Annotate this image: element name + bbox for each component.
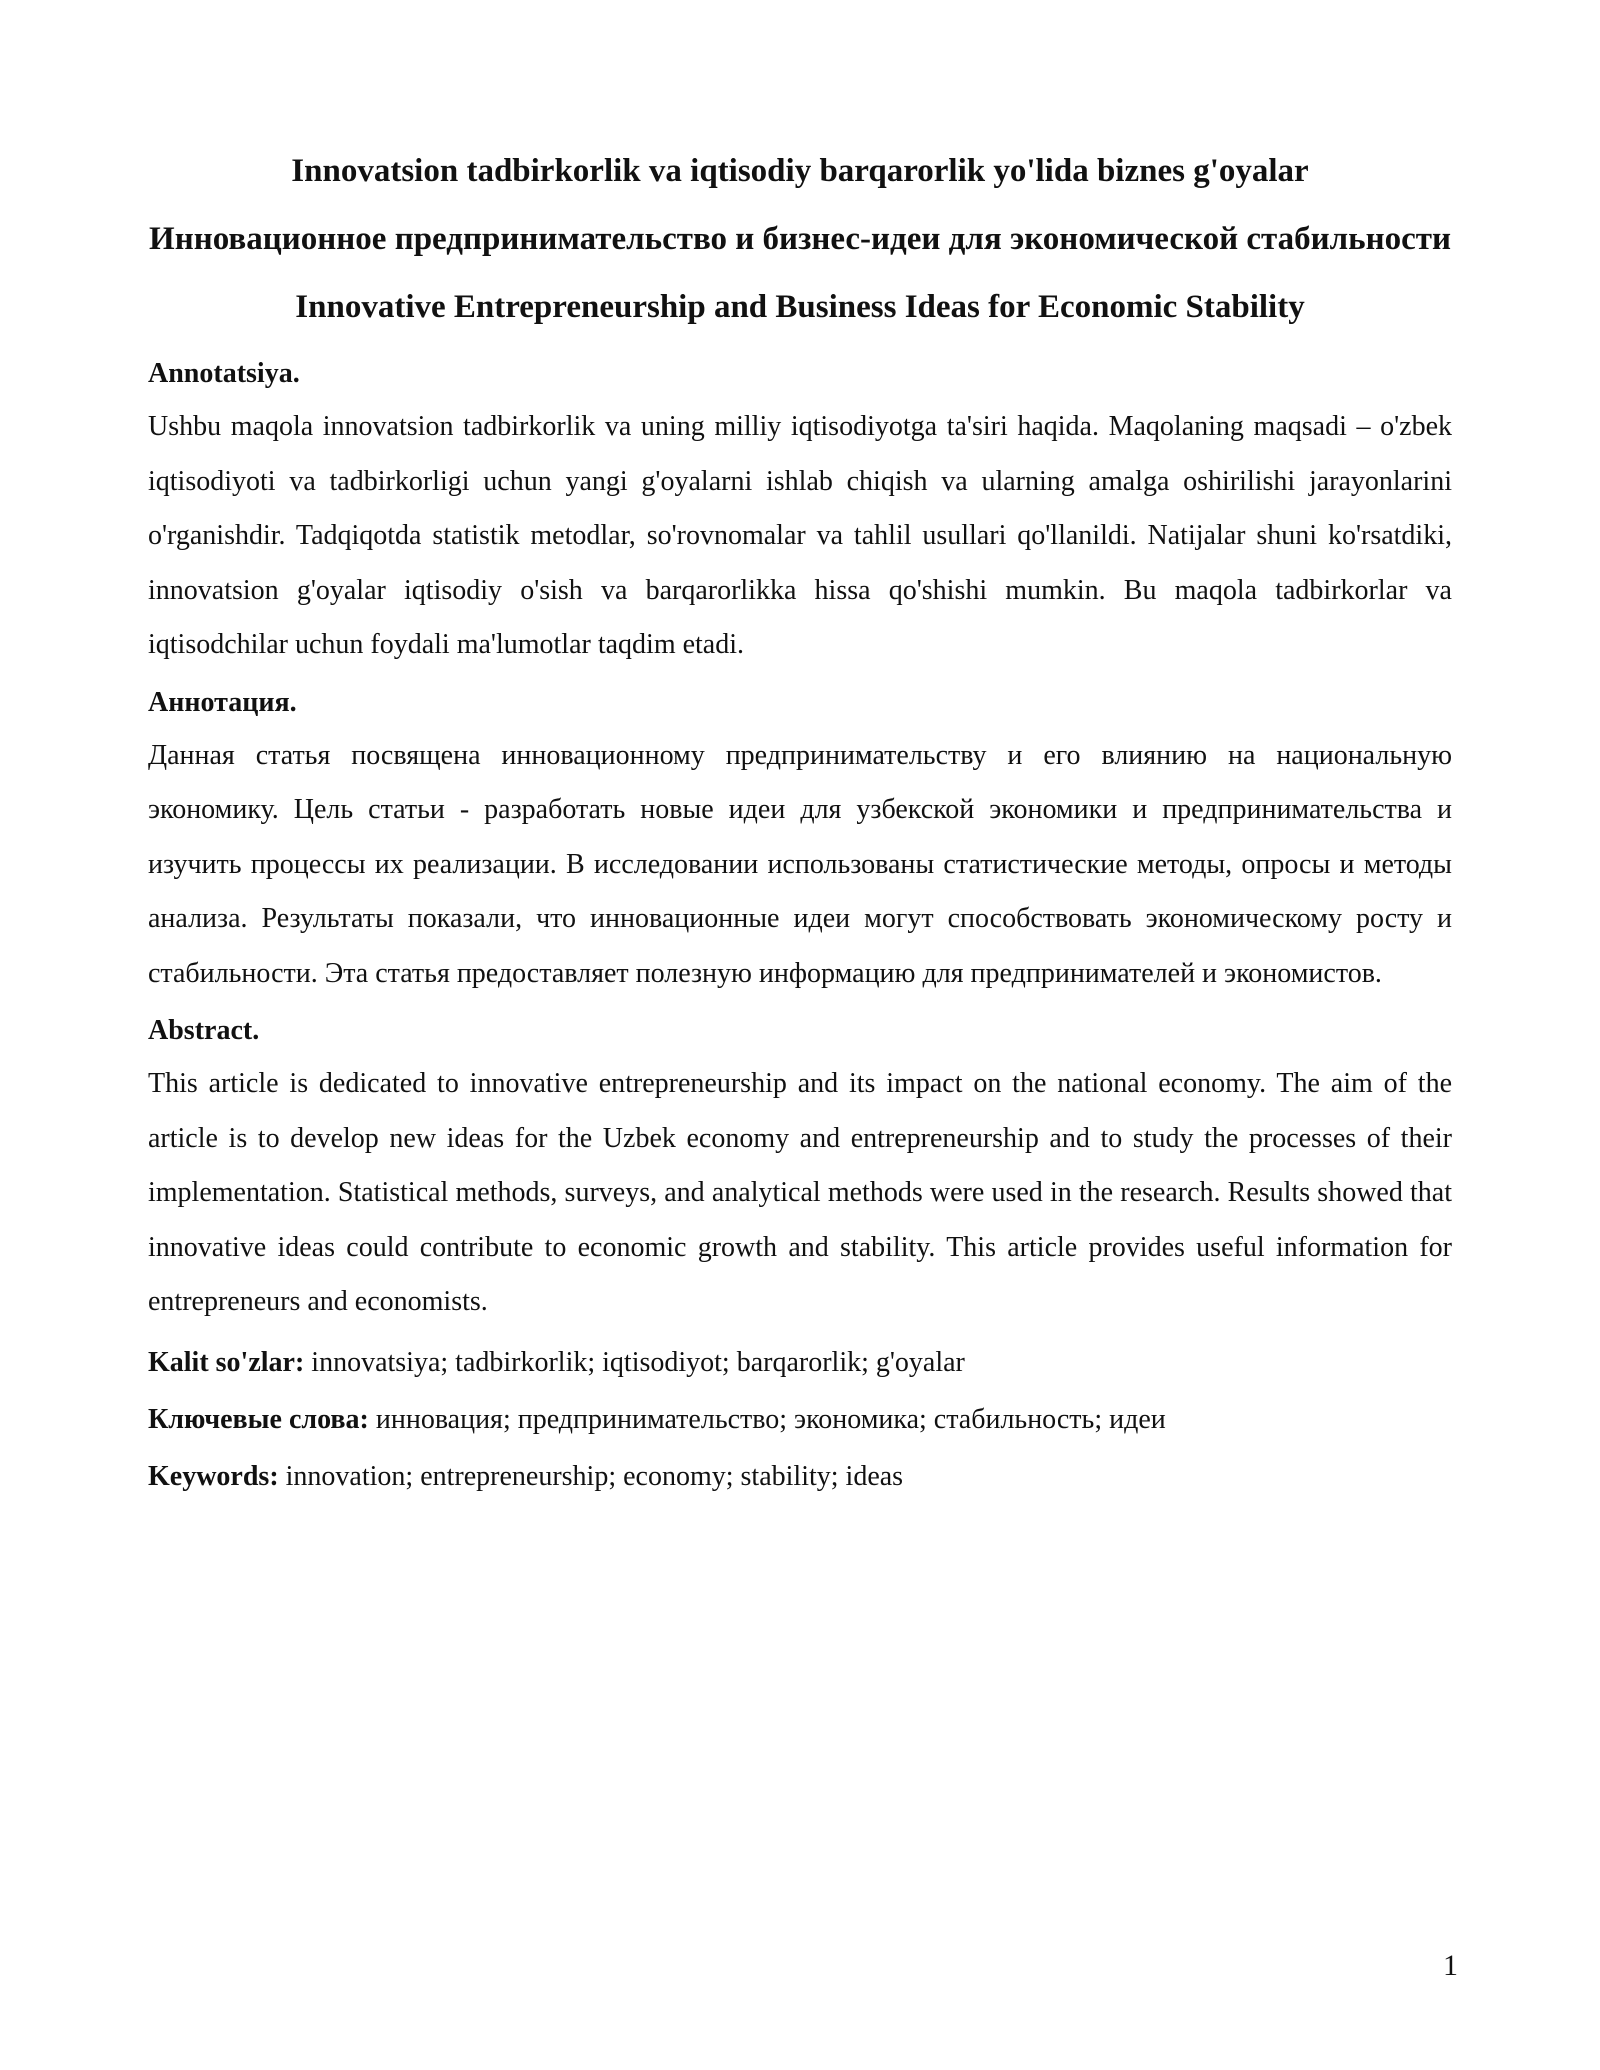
keywords-uzbek	[148, 1334, 1452, 1391]
keywords-uzbek-label: Kalit so'zlar:	[148, 1346, 305, 1378]
annotation-ru-text: Данная статья посвящена инновационному предпринимательству и его влиянию на национальную экономику. Цель статьи - разработать новые идеи для узбекской экономики и предпринимательства и изучить процессы их реализации. В исследовании использованы статистические методы, опросы и методы анализа. Результаты показали, что инновационные идеи могут способствовать экономическому росту и стабильности. Эта статья предоставляет полезную информацию для предпринимателей и экономистов.	[148, 739, 1452, 989]
keywords-english-value: innovation; entrepreneurship; economy; stability; ideas	[278, 1460, 904, 1492]
title-uzbek: Innovatsion tadbirkorlik va iqtisodiy barqarorlik yo'lida biznes g'oyalar	[291, 153, 1309, 189]
title-russian: Инновационное предпринимательство и бизнес-идеи для экономической стабильности	[149, 221, 1451, 257]
keywords-russian	[148, 1391, 1452, 1448]
annotation-uz-text: Ushbu maqola innovatsion tadbirkorlik va uning milliy iqtisodiyotga ta'siri haqida. Maqolaning maqsadi – o'zbek iqtisodiyoti va tadbirkorligi uchun yangi g'oyalarni ishlab chiqish va ularning amalga oshirilishi jarayonlarini o'rganishdir. Tadqiqotda statistik metodlar, so'rovnomalar va tahlil usullari qo'llanildi. Natijalar shuni ko'rsatdiki, innovatsion g'oyalar iqtisodiy o'sish va barqarorlikka hissa qo'shishi mumkin. Bu maqola tadbirkorlar va iqtisodchilar uchun foydali ma'lumotlar taqdim etadi.	[148, 411, 1452, 660]
abstract-en-heading: Abstract.	[148, 1015, 260, 1046]
annotation-uz-heading: Annotatsiya.	[148, 358, 300, 389]
document-content	[148, 140, 1452, 1505]
keywords-russian-value: инновация; предпринимательство; экономика; стабильность; идеи	[368, 1403, 1166, 1435]
keywords-uzbek-value: innovatsiya; tadbirkorlik; iqtisodiyot; barqarorlik; g'oyalar	[304, 1346, 965, 1378]
abstract-en-text: This article is dedicated to innovative entrepreneurship and its impact on the national economy. The aim of the article is to develop new ideas for the Uzbek economy and entrepreneurship and to study the processes of their implementation. Statistical methods, surveys, and analytical methods were used in the research. Results showed that innovative ideas could contribute to economic growth and stability. This article provides useful information for entrepreneurs and economists.	[148, 1068, 1452, 1317]
annotation-ru-heading: Аннотация.	[148, 686, 297, 718]
page-number: 1	[1443, 1949, 1458, 1982]
title-english: Innovative Entrepreneurship and Business Ideas for Economic Stability	[295, 289, 1305, 325]
keywords-english	[148, 1448, 1452, 1505]
keywords-russian-label: Ключевые слова:	[148, 1403, 369, 1435]
keywords-english-label: Keywords:	[148, 1460, 279, 1492]
